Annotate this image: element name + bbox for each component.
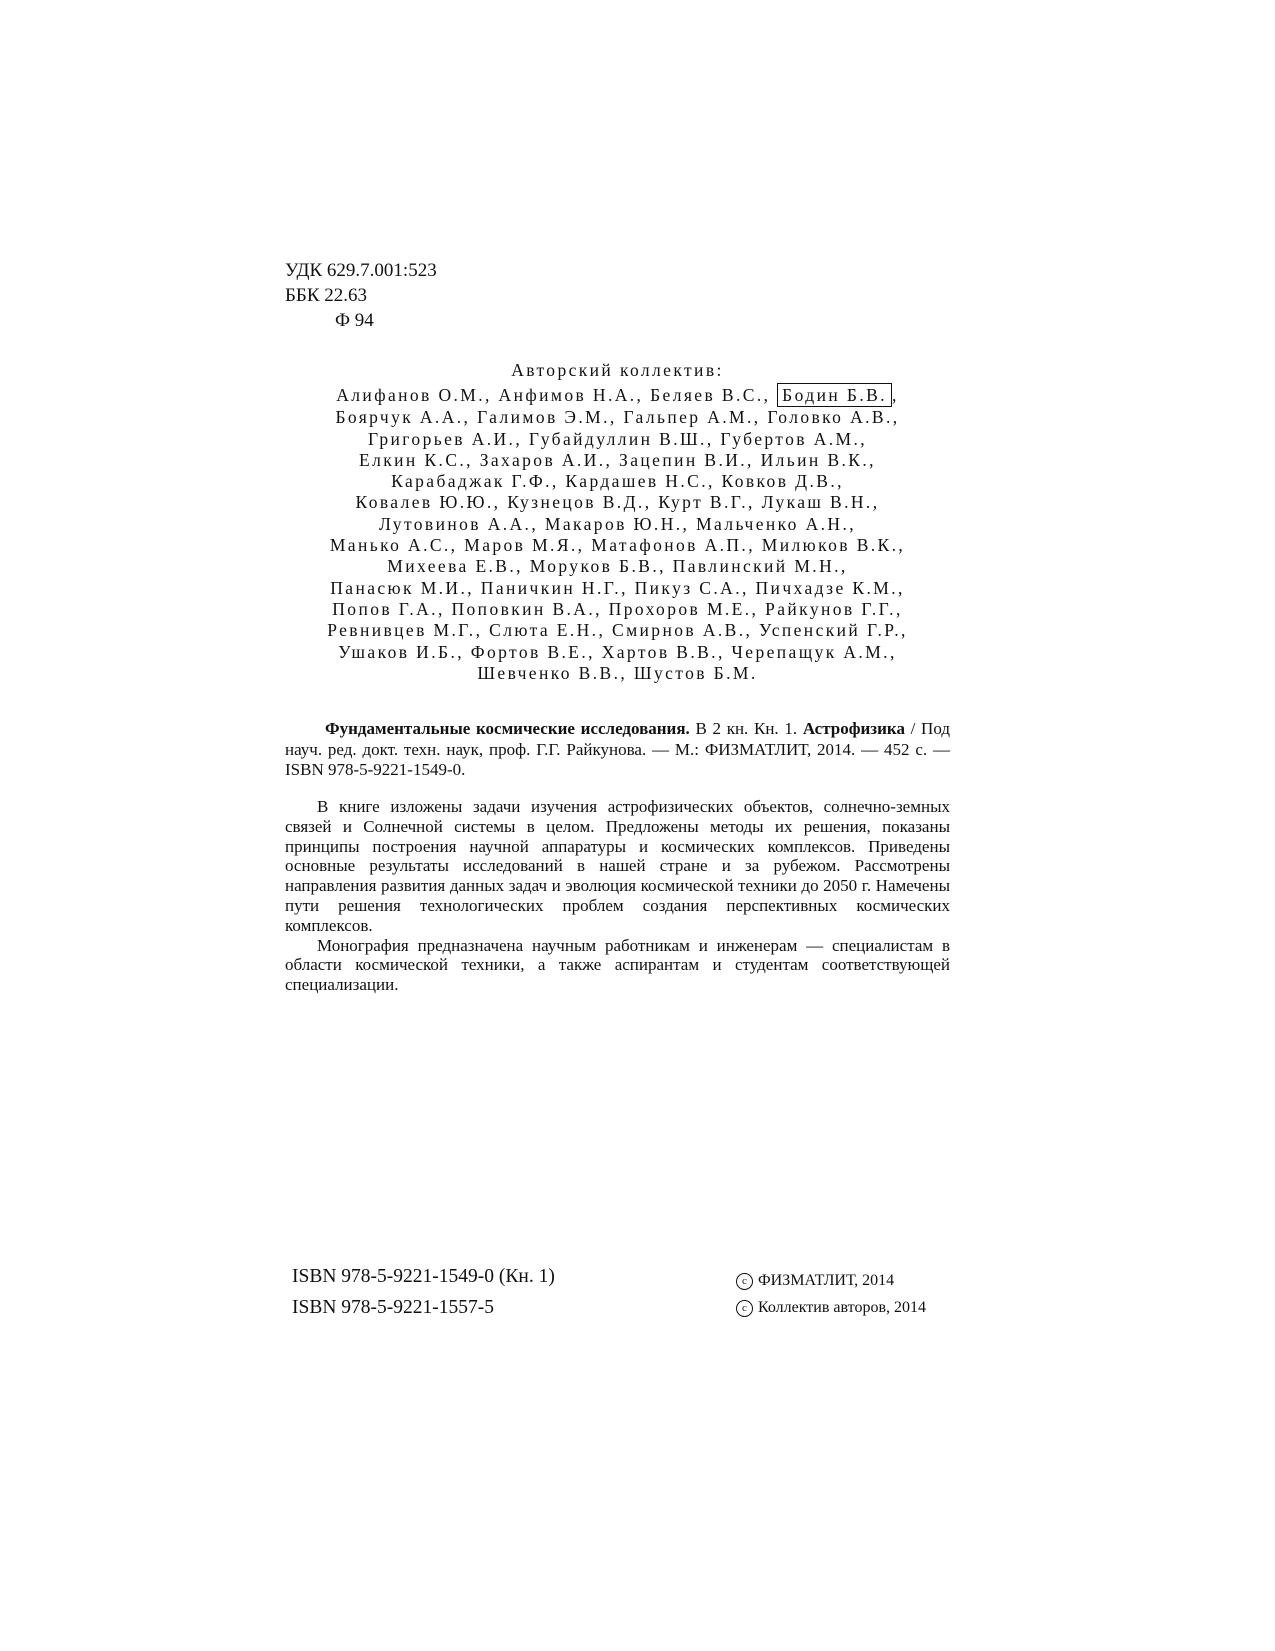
copyright-icon: c (736, 1300, 753, 1317)
citation-volume: В 2 кн. Кн. 1. (689, 719, 803, 738)
author-row: Карабаджак Г.Ф., Кардашев Н.С., Ковков Д.В., (391, 471, 844, 492)
author-collective-heading: Авторский коллектив: (511, 360, 724, 380)
citation-details: / Под науч. ред. докт. техн. наук, проф. Г.Г. Райкунова. — М.: ФИЗМАТЛИТ, 2014. — 452 с. — ISBN 978-5-9221-1549-0. (285, 719, 950, 779)
author-row: Григорьев А.И., Губайдуллин В.Ш., Губертов А.М., (367, 428, 868, 449)
isbn-block (292, 1261, 555, 1323)
copyright-authors: Коллектив авторов, 2014 (758, 1299, 926, 1316)
book-title: Фундаментальные космические исследования. (325, 719, 690, 738)
author-row: Панасюк М.И., Паничкин Н.Г., Пикуз С.А., Пичхадзе К.М., (330, 577, 905, 598)
bbk-code: ББК 22.63 (285, 285, 367, 306)
author-row: Попов Г.А., Поповкин В.А., Прохоров М.Е., Райкунов Г.Г., (332, 598, 903, 619)
copyright-line (736, 1294, 926, 1321)
author-row: Ковалев Ю.Ю., Кузнецов В.Д., Курт В.Г., Лукаш В.Н., (355, 492, 880, 513)
copyright-publisher: ФИЗМАТЛИТ, 2014 (758, 1272, 895, 1289)
author-row: Боярчук А.А., Галимов Э.М., Гальпер А.М., Головко А.В., (335, 407, 900, 428)
author-row-punctuation: , (891, 385, 899, 406)
bibliographic-citation (285, 719, 950, 781)
book-subtitle: Астрофизика (802, 719, 905, 738)
copyright-line (736, 1267, 926, 1294)
author-row-text: Алифанов О.М., Анфимов Н.А., Беляев В.С., (336, 385, 771, 406)
isbn-set: ISBN 978-5-9221-1557-5 (292, 1297, 495, 1318)
abstract-paragraph: В книге изложены задачи изучения астрофизических объектов, солнечно-земных связей и Солнечной системы в целом. Предложены методы их решения, показаны принципы построения научной аппаратуры и космических комплексов. Приведены основные результаты исследований в нашей стране и за рубежом. Рассмотрены направления развития данных задач и эволюция космической техники до 2050 г. Намечены пути решения технологических проблем создания перспективных космических комплексов. (285, 797, 950, 935)
author-row: Елкин К.С., Захаров А.И., Зацепин В.И., Ильин В.К., (359, 449, 876, 470)
author-row: Манько А.С., Маров М.Я., Матафонов А.П., Милюков В.К., (329, 535, 906, 556)
author-row: Михеева Е.В., Моруков Б.В., Павлинский М.Н., (387, 556, 848, 577)
author-mark: Ф 94 (335, 310, 374, 331)
abstract (285, 797, 950, 995)
udc-code: УДК 629.7.001:523 (285, 260, 437, 281)
author-row: Лутовинов А.А., Макаров Ю.Н., Мальченко А.Н., (378, 513, 857, 534)
author-row (285, 383, 950, 407)
author-row: Ушаков И.Б., Фортов В.Е., Хартов В.В., Черепащук А.М., (338, 641, 897, 662)
classification-block (285, 258, 437, 333)
author-row: Ревнивцев М.Г., Слюта Е.Н., Смирнов А.В., Успенский Г.Р., (327, 620, 908, 641)
author-row: Шевченко В.В., Шустов Б.М. (477, 662, 758, 683)
copyright-block (736, 1267, 926, 1321)
abstract-paragraph: Монография предназначена научным работникам и инженерам — специалистам в области космической техники, а также аспирантам и студентам соответствующей специализации. (285, 935, 950, 995)
copyright-icon: c (736, 1273, 753, 1290)
boxed-author-name: Бодин Б.В. (777, 383, 892, 407)
author-collective (285, 360, 950, 684)
isbn-book: ISBN 978-5-9221-1549-0 (Кн. 1) (292, 1266, 555, 1287)
